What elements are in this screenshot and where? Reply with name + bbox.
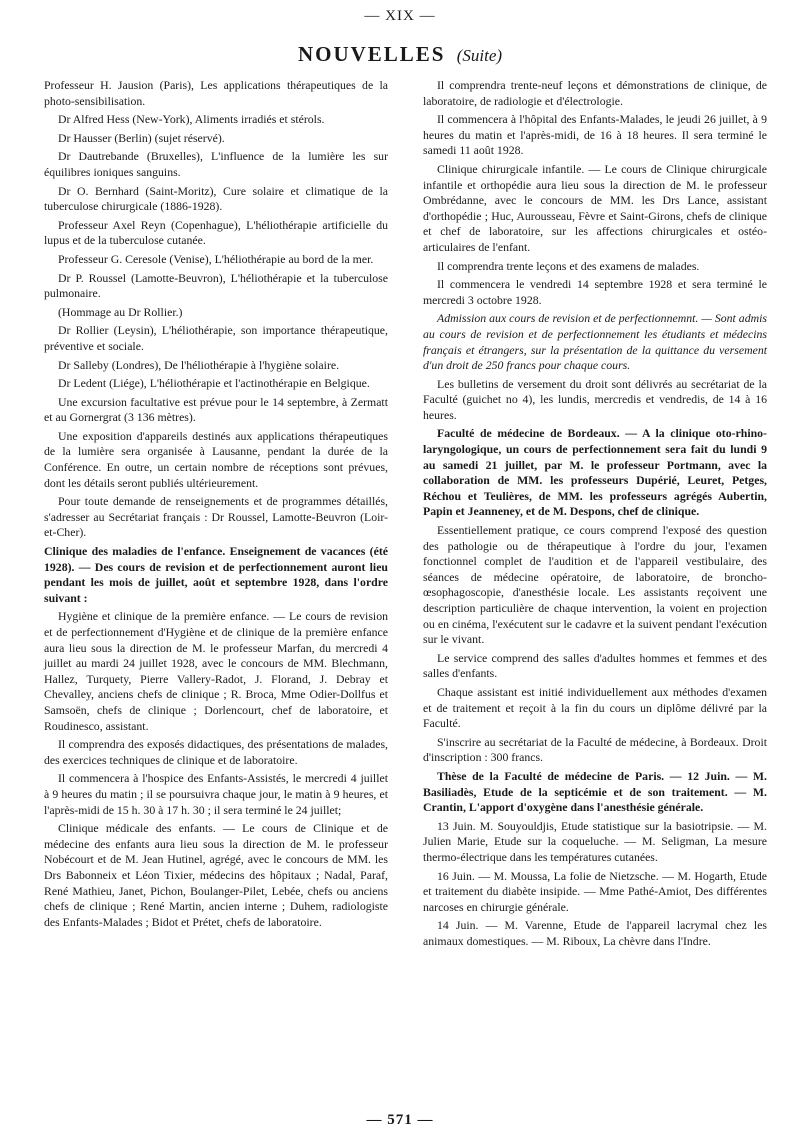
section-title: NOUVELLES <box>297 42 446 66</box>
paragraph: Pour toute demande de renseignements et de programmes détaillés, s'adresser au Secrétariat français : Dr Roussel, Lamotte-Beuvron (Loir-et-Cher). <box>44 494 388 540</box>
paragraph-heading: Clinique des maladies de l'enfance. Enseignement de vacances (été 1928). — Des cours de revision et de perfectionnement auront lieu pendant les mois de juillet, août et septembre 1928, dans l'ordre suivant : <box>44 544 388 605</box>
paragraph: 16 Juin. — M. Moussa, La folie de Nietzsche. — M. Hogarth, Etude et traitement du diabète insipide. — Mme Pathé-Amiot, Des différentes narcoses en chirurgie générale. <box>423 868 767 914</box>
paragraph: Il commencera à l'hospice des Enfants-Assistés, le mercredi 4 juillet à 9 heures du matin ; il se poursuivra chaque jour, le matin à 9 heures, et l'après-midi de 15 h. 30 à 17 h. 30 ; il sera terminé le 24 juillet; <box>44 771 388 817</box>
paragraph: Dr O. Bernhard (Saint-Moritz), Cure solaire et climatique de la tuberculose chirurgicale (1886-1928). <box>44 183 388 214</box>
paragraph: Une excursion facultative est prévue pour le 14 septembre, à Zermatt et au Gornergrat (3 136 mètres). <box>44 394 388 425</box>
paragraph: Il comprendra trente leçons et des examens de malades. <box>437 258 700 273</box>
paragraph: (Hommage au Dr Rollier.) <box>58 304 183 319</box>
section-subtitle: (Suite) <box>456 46 503 65</box>
paragraph: Il comprendra trente-neuf leçons et démonstrations de clinique, de laboratoire, de radiologie et d'électrologie. <box>423 78 767 108</box>
paragraph: Professeur Axel Reyn (Copenhague), L'héliothérapie artificielle du lupus et de la tuberculose cutanée. <box>44 217 388 248</box>
paragraph: Il commencera à l'hôpital des Enfants-Malades, le jeudi 26 juillet, à 9 heures du matin et l'après-midi, de 16 à 18 heures. Il sera terminé le samedi 11 août 1928. <box>423 112 767 158</box>
roman-folio: — XIX — <box>364 8 436 24</box>
paragraph: Dr P. Roussel (Lamotte-Beuvron), L'héliothérapie et la tuberculose pulmonaire. <box>44 270 388 301</box>
paragraph: Dr Alfred Hess (New-York), Aliments irradiés et stérols. <box>58 112 325 127</box>
paragraph: Admission aux cours de revision et de perfectionnemnt. — Sont admis au cours de revision et de perfectionnement les étudiants et médecins français et étrangers, sur la présentation de la quittance du versement d'un droit de 250 francs pour chaque cours. <box>423 311 767 373</box>
paragraph-heading: Thèse de la Faculté de médecine de Paris. — 12 Juin. — M. Basiliadès, Etude de la septicémie et de son traitement. — M. Crantin, L'apport d'oxygène dans l'anesthésie générale. <box>423 768 767 815</box>
paragraph: Dr Salleby (Londres), De l'héliothérapie à l'hygiène solaire. <box>58 357 340 372</box>
paragraph: Le service comprend des salles d'adultes hommes et femmes et des salles d'enfants. <box>423 650 767 681</box>
page-number: — 571 — <box>366 1112 434 1128</box>
paragraph: Professeur G. Ceresole (Venise), L'héliothérapie au bord de la mer. <box>58 251 374 266</box>
paragraph-heading: Faculté de médecine de Bordeaux. — A la clinique oto-rhino-laryngologique, un cours de perfectionnement sera fait du lundi 9 au samedi 21 juillet, par M. le professeur Portmann, avec la collaboration de MM. les professeurs Dupérié, Leuret, Petges, Réchou et Teulières, de MM. les professeurs agrégés Aubertin, Papin et Jeanneney, et de M. Despons, chef de clinique. <box>423 426 767 519</box>
paragraph: Essentiellement pratique, ce cours comprend l'exposé des question des pathologie ou de thérapeutique à l'ordre du jour, l'examen fonctionnel complet de l'audition et de l'appareil vestibulaire, des séances de médecine opératoire, de laboratoire, de broncho-œsophagoscopie, d'anesthésie locale. Les assistants reçoivent une description particulière de chaque intervention, la voient en projection ou en cinéma, l'exécutent sur le cadavre et la suivent pendant l'exécution sur le vivant. <box>423 523 767 647</box>
paragraph: Dr Dautrebande (Bruxelles), L'influence de la lumière les sur équilibres ioniques sanguins. <box>44 149 388 179</box>
paragraph: Chaque assistant est initié individuellement aux méthodes d'examen et de traitement et reçoit à la fin du cours un diplôme délivré par la Faculté. <box>423 684 767 731</box>
paragraph: Les bulletins de versement du droit sont délivrés au secrétariat de la Faculté (guichet no 4), les lundis, mercredis et vendredis, de 14 à 16 heures. <box>423 376 767 422</box>
paragraph: Il comprendra des exposés didactiques, des présentations de malades, des exercices techniques de clinique et de laboratoire. <box>44 737 388 767</box>
paragraph: Clinique chirurgicale infantile. — Le cours de Clinique chirurgicale infantile et orthopédie aura lieu sous la direction de M. le professeur Ombrédanne, avec le concours de MM. les Drs Lance, assistant d'orthopédie ; Huc, Aurousseau, Fèvre et Saint-Girons, chefs de clinique et chef de laboratoire, sur les affections chirurgicales et ostéo-articulaires de l'enfant. <box>423 161 767 254</box>
paragraph: S'inscrire au secrétariat de la Faculté de médecine, à Bordeaux. Droit d'inscription : 300 francs. <box>423 734 767 765</box>
paragraph: Clinique médicale des enfants. — Le cours de Clinique et de médecine des enfants aura lieu sous la direction de M. le professeur Nobécourt et de M. Jean Hutinel, agrégé, avec le concours de MM. les Drs Babonneix et Léon Tixier, médecins des hôpitaux ; Nadal, Paraf, René Mathieu, Janet, Pichon, Boulanger-Pilet, Lebée, chefs ou anciens chefs de clinique ; René Martin, ancien interne ; Duhem, radiologiste des Enfants-Malades ; Bidot et Prétet, chefs de laboratoire. <box>44 821 388 929</box>
paragraph: Dr Ledent (Liége), L'héliothérapie et l'actinothérapie en Belgique. <box>58 376 370 391</box>
section-heading <box>0 42 800 67</box>
paragraph: 14 Juin. — M. Varenne, Etude de l'appareil lacrymal chez les animaux domestiques. — M. Riboux, La chèvre dans l'Indre. <box>423 918 767 948</box>
right-column <box>423 78 767 952</box>
paragraph: Dr Hausser (Berlin) (sujet réservé). <box>58 130 225 145</box>
paragraph: Professeur H. Jausion (Paris), Les applications thérapeutiques de la photo-sensibilisation. <box>44 78 388 108</box>
paragraph: Il commencera le vendredi 14 septembre 1928 et sera terminé le mercredi 3 octobre 1928. <box>423 277 767 307</box>
paragraph: 13 Juin. M. Souyouldjis, Etude statistique sur la basiotripsie. — M. Julien Marie, Etude sur la coqueluche. — M. Seligman, La mesure thermo-électrique dans les températures cutanées. <box>423 818 767 864</box>
paragraph: Dr Rollier (Leysin), L'héliothérapie, son importance thérapeutique, préventive et sociale. <box>44 323 388 353</box>
paragraph: Une exposition d'appareils destinés aux applications thérapeutiques de la lumière sera organisée à Lausanne, pendant la durée de la Conférence. En outre, un certain nombre de réceptions sont prévues, dont les détails seront publiés ultérieurement. <box>44 428 388 490</box>
left-column <box>44 78 388 933</box>
paragraph: Hygiène et clinique de la première enfance. — Le cours de revision et de perfectionnement d'Hygiène et de clinique de la première enfance aura lieu sous la direction de M. le professeur Marfan, du mercredi 4 juillet au mardi 24 juillet 1928, avec le concours de MM. Blechmann, Hallez, Turquety, Pierre Vallery-Radot, J. Florand, J. Debray et Chevalley, anciens chefs de clinique ; R. Broca, Mme Odier-Dollfus et Samsoën, chefs de clinique ; Dorlencourt, chef de laboratoire, et Roudinesco, assistant. <box>44 609 388 733</box>
